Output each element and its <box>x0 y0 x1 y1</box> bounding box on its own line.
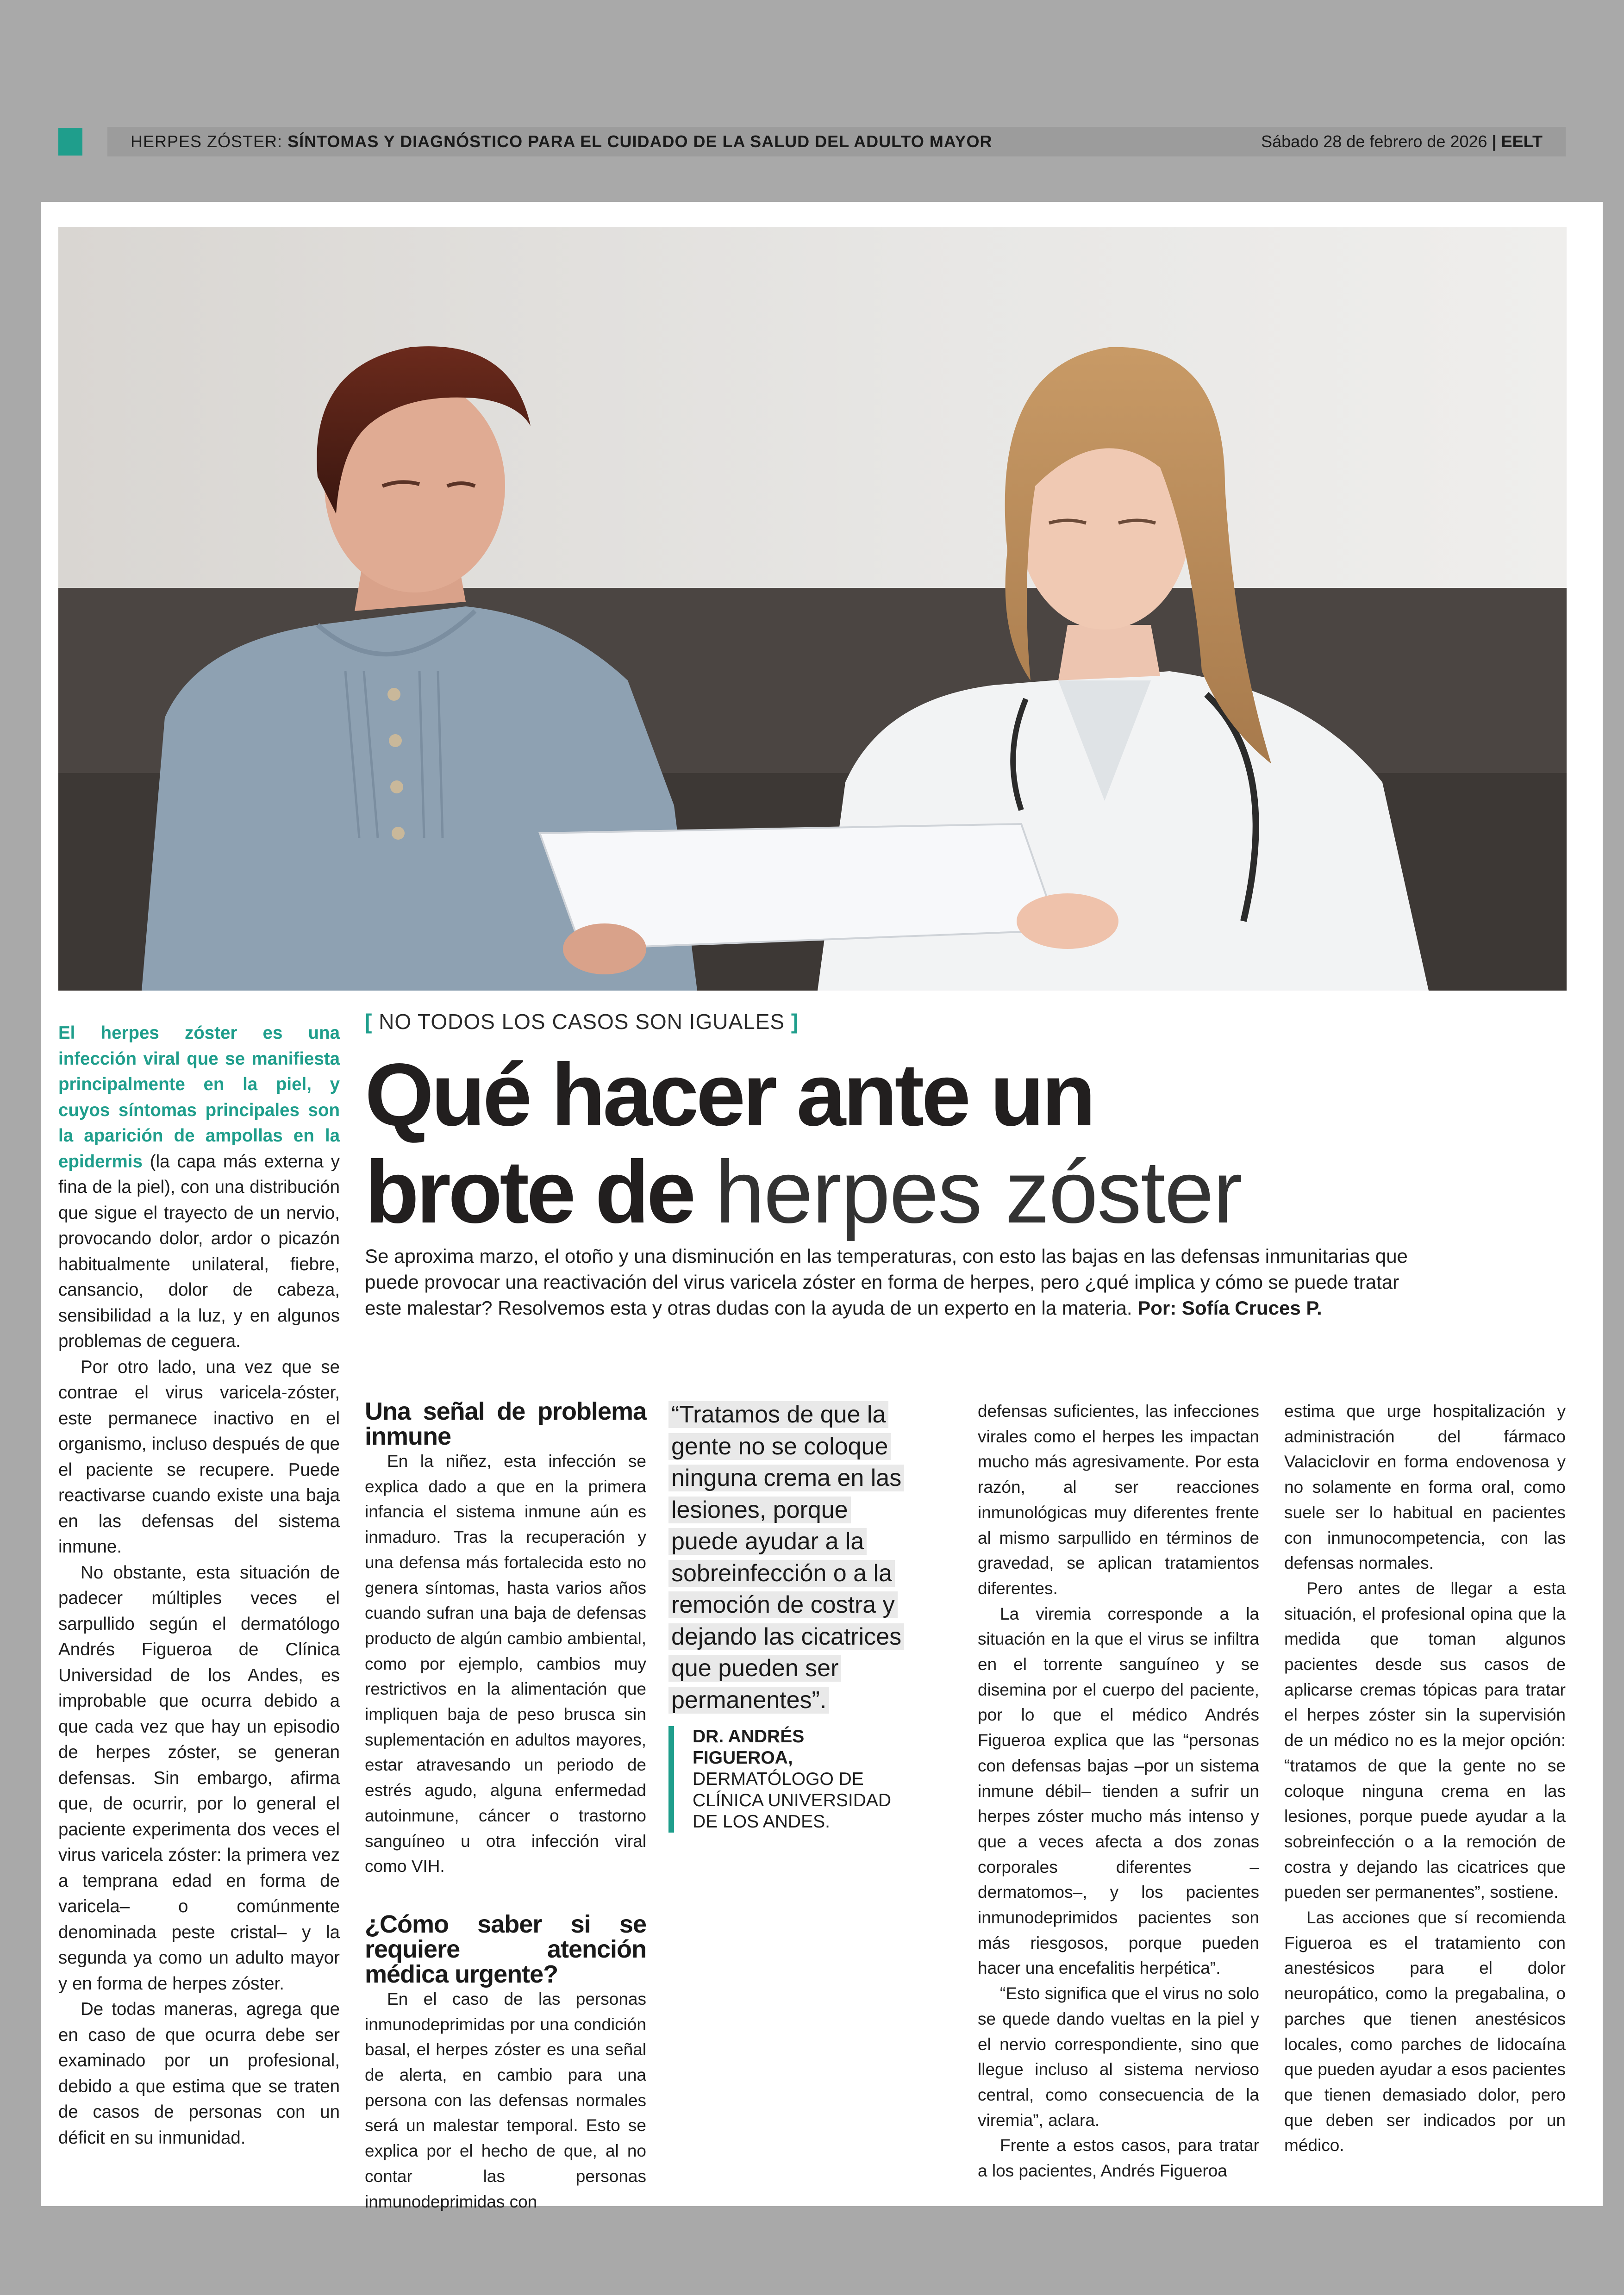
doctor-patient-illustration <box>58 227 1567 991</box>
title-light-part: herpes zóster <box>715 1142 1242 1241</box>
body-paragraph: No obstante, esta situación de padecer múltiples veces el sarpullido según el dermatólogo Andrés Figueroa de Clínica Universidad de los Andes, es improbable que ocurra debido a que cada vez que hay un episodio de herpes zóster, se generan defensas. Sin embargo, afirma que, de ocurrir, por lo general el paciente experimenta dos veces el virus varicela zóster: la primera vez a temprana edad en forma de varicela– o comúnmente denominada peste cristal– y la segunda ya como un adulto mayor y en forma de herpes zóster. <box>58 1562 340 1994</box>
body-paragraph: estima que urge hospitalización y administración del fármaco Valaciclovir en forma endovenosa y no solamente en forma oral, como suele ser lo habitual en pacientes con inmunocompetencia, con las defensas normales. <box>1284 1402 1566 1573</box>
kicker-bracket-close: ] <box>791 1010 799 1034</box>
body-paragraph: De todas maneras, agrega que en caso de que ocurra debe ser examinado por un profesional, debido a que estima que se traten de casos de personas con un déficit en su inmunidad. <box>58 1999 340 2148</box>
subheading-immune-problem: Una señal de problema inmune <box>365 1397 646 1450</box>
body-paragraph: Por otro lado, una vez que se contrae el virus varicela-zóster, este permanece inactivo en el organismo, incluso después de que el paciente se recupere. Puede reactivarse cuando existe una baja en las defensas del sistema inmune. <box>58 1357 340 1557</box>
body-paragraph: La viremia corresponde a la situación en la que el virus se infiltra en el torrente sanguíneo y se disemina por el cuerpo del paciente, por lo que el médico Andrés Figueroa explica que las “personas con defensas bajas –por un sistema inmune débil– tienden a sufrir un herpes zóster mucho más intenso y que a veces afecta a dos zonas corporales diferentes –dermatomos–, y los pacientes inmunodeprimidos pacientes son más riesgosos, porque pueden hacer una encefalitis herpética”. <box>978 1604 1259 1978</box>
lede-paragraph <box>58 1020 340 1354</box>
body-paragraph: defensas suficientes, las infecciones virales como el herpes les impactan mucho más agresivamente. Por esta razón, al ser reacciones inmunológicas muy diferentes frente al mismo sarpullido en términos de gravedad, se aplican tratamientos diferentes. <box>978 1402 1259 1598</box>
pull-quote-attribution <box>668 1726 905 1833</box>
newspaper-page <box>41 202 1603 2211</box>
article-photo <box>58 227 1567 991</box>
section-title <box>131 132 993 151</box>
section-header-bar <box>107 127 1566 156</box>
pull-quote-highlight: “Tratamos de que la gente no se coloque ninguna crema en las lesiones, porque puede ayudar a la sobreinfección o a la remoción de costra y dejando las cicatrices que pueden ser permanentes”. <box>668 1401 904 1714</box>
body-paragraph: En la niñez, esta infección se explica dado a que en la primera infancia el sistema inmune aún es inmaduro. Tras la recuperación y una defensa más fortalecida esto no genera síntomas, hasta varios años cuando sufran una baja de defensas producto de algún cambio ambiental, como por ejemplo, cambios muy restrictivos en la alimentación que impliquen baja de peso brusca sin suplementación en adultos mayores, estar atravesando un periodo de estrés agudo, alguna enfermedad autoinmune, cáncer o trastorno sanguíneo u otra infección viral como VIH. <box>365 1452 646 1876</box>
body-paragraph: Pero antes de llegar a esta situación, el profesional opina que la medida que toman algunos pacientes desde sus casos de aplicarse cremas tópicas para tratar el herpes zóster sin la supervisión de un médico no es la mejor opción: “tratamos de que la gente no se coloque ninguna crema en las lesiones, porque puede ayudar a la sobreinfección o a la remoción de costra y dejando las cicatrices que pueden ser permanentes”, sostiene. <box>1284 1578 1566 1902</box>
quote-author-name: DR. ANDRÉS FIGUEROA, <box>693 1727 805 1768</box>
kicker-bracket-open: [ <box>365 1010 373 1034</box>
deck-text: Se aproxima marzo, el otoño y una disminución en las temperaturas, con esto las bajas en las defensas inmunitarias que puede provocar una reactivación del virus varicela zóster en forma de herpes, pero ¿qué implica y cómo se puede tratar este malestar? Resolvemos esta y otras dudas con la ayuda de un experto en la materia. <box>365 1245 1408 1319</box>
section-label: HERPES ZÓSTER: <box>131 132 283 151</box>
article-title <box>365 1046 1559 1241</box>
kicker-text: NO TODOS LOS CASOS SON IGUALES <box>379 1010 785 1034</box>
article-deck <box>365 1243 1430 1321</box>
pull-quote-text <box>668 1399 905 1716</box>
body-paragraph: Las acciones que sí recomienda Figueroa es el tratamiento con anestésicos para el dolor neuropático, como la pregabalina, o parches que tienen anestésicos locales, como parches de lidocaína que pueden ayudar a esos pacientes que tienen demasiado dolor, pero que deben ser indicados por un médico. <box>1284 1908 1566 2155</box>
subheading-urgent-care: ¿Cómo saber si se requiere atención médica urgente? <box>365 1910 646 1988</box>
section-color-marker <box>58 128 82 156</box>
title-line-2 <box>365 1143 1559 1241</box>
issue-date: Sábado 28 de febrero de 2026 <box>1261 132 1487 151</box>
issue-date-line <box>1261 132 1543 151</box>
body-paragraph: “Esto significa que el virus no solo se quede dando vueltas en la piel y el nervio correspondiente, sino que llegue incluso al sistema nervioso central, como consecuencia de la viremia”, aclara. <box>978 1984 1259 2130</box>
article-column-4 <box>978 1399 1259 2184</box>
article-column-1 <box>58 1020 340 2151</box>
article-column-5 <box>1284 1399 1566 2158</box>
article-column-2 <box>365 1399 646 2214</box>
byline: Por: Sofía Cruces P. <box>1137 1297 1322 1319</box>
title-bold-part: brote de <box>365 1142 693 1241</box>
title-line-1: Qué hacer ante un <box>365 1045 1093 1144</box>
lede-rest: (la capa más externa y fina de la piel), con una distribución que sigue el trayecto de un nervio, provocando dolor, ardor o picazón habitualmente unilateral, fiebre, cansancio, dolor de cabeza, sensibilidad a la luz, y en algunos problemas de ceguera. <box>58 1151 340 1351</box>
date-separator: | <box>1492 132 1497 151</box>
body-paragraph: En el caso de las personas inmunodeprimidas por una condición basal, el herpes zóster es una señal de alerta, en cambio para una persona con las defensas normales será un malestar temporal. Esto se explica por el hecho de que, al no contar las personas inmunodeprimidas con <box>365 1989 646 2211</box>
paper-name: EELT <box>1501 132 1543 151</box>
lede-highlight: El herpes zóster es una infección viral que se manifiesta principalmente en la piel, y cuyos síntomas principales son la aparición de ampollas en la epidermis <box>58 1023 340 1172</box>
article-kicker <box>365 1009 799 1034</box>
section-title-bold: SÍNTOMAS Y DIAGNÓSTICO PARA EL CUIDADO DE LA SALUD DEL ADULTO MAYOR <box>287 132 993 151</box>
body-paragraph: Frente a estos casos, para tratar a los pacientes, Andrés Figueroa <box>978 2136 1259 2181</box>
pull-quote <box>668 1399 905 1833</box>
quote-author-role: DERMATÓLOGO DE CLÍNICA UNIVERSIDAD DE LOS ANDES. <box>693 1769 892 1832</box>
